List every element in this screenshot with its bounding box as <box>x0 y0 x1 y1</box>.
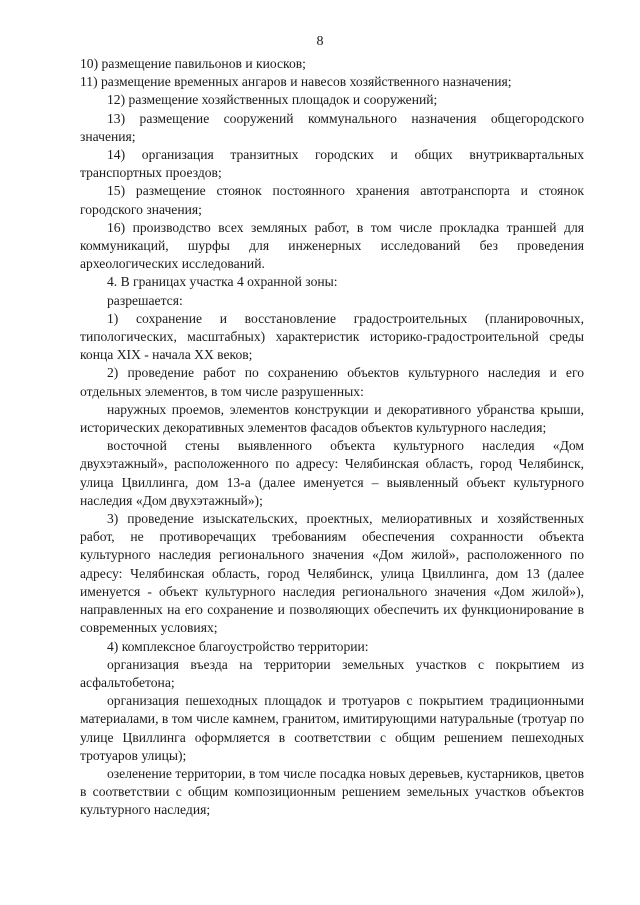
paragraph: озеленение территории, в том числе посадка новых деревьев, кустарников, цветов в соответствии с общим композиционным решением земельных участков объектов культурного наследия; <box>80 765 584 818</box>
document-body <box>80 55 584 820</box>
paragraph: разрешается: <box>107 292 183 308</box>
paragraph: 10) размещение павильонов и киосков; <box>80 56 306 71</box>
paragraph: 4. В границах участка 4 охранной зоны: <box>107 274 338 290</box>
paragraph: 2) проведение работ по сохранению объектов культурного наследия и его отдельных элементов, в том числе разрушенных: <box>80 365 584 399</box>
paragraph: 13) размещение сооружений коммунального назначения общегородского значения; <box>80 110 584 144</box>
paragraph: 4) комплексное благоустройство территории: <box>107 638 369 654</box>
paragraph: 3) проведение изыскательских, проектных, мелиоративных и хозяйственных работ, не противоречащих требованиям обеспечения сохранности объекта культурного наследия регионального значения «Дом жилой», расположенного по адресу: Челябинская область, город Челябинск, улица Цвиллинга, дом 13 (далее именуется - объект культурного наследия регионального значения «Дом жилой»), направленных на его сохранение и позволяющих обеспечить их функционирование в современных условиях; <box>80 511 584 636</box>
paragraph: 11) размещение временных ангаров и навесов хозяйственного назначения; <box>80 74 512 90</box>
paragraph: 1) сохранение и восстановление градостроительных (планировочных, типологических, масштабных) характеристик историко-градостроительной среды конца XIX - начала XX веков; <box>80 310 584 363</box>
paragraph: 16) производство всех земляных работ, в том числе прокладка траншей для коммуникаций, шурфы для инженерных исследований без проведения археологических исследований. <box>80 219 584 272</box>
page-number: 8 <box>316 34 324 49</box>
paragraph: наружных проемов, элементов конструкции и декоративного убранства крыши, исторических декоративных элементов фасадов объектов культурного наследия; <box>80 401 584 436</box>
paragraph: организация въезда на территории земельных участков с покрытием из асфальтобетона; <box>80 656 584 690</box>
paragraph: 12) размещение хозяйственных площадок и сооружений; <box>107 92 438 108</box>
paragraph: 14) организация транзитных городских и общих внутриквартальных транспортных проездов; <box>80 147 584 181</box>
paragraph: организация пешеходных площадок и тротуаров с покрытием традиционными материалами, в том числе камнем, гранитом, имитирующими натуральные (тротуар по улице Цвиллинга оформляется в соответствии с общим решением пешеходных тротуаров улицы); <box>80 693 584 763</box>
paragraph: 15) размещение стоянок постоянного хранения автотранспорта и стоянок городского значения; <box>80 183 584 217</box>
paragraph: восточной стены выявленного объекта культурного наследия «Дом двухэтажный», расположенного по адресу: Челябинская область, город Челябинск, улица Цвиллинга, дом 13-а (далее именуется – выявленный объект культурного наследия «Дом двухэтажный»); <box>80 438 584 508</box>
